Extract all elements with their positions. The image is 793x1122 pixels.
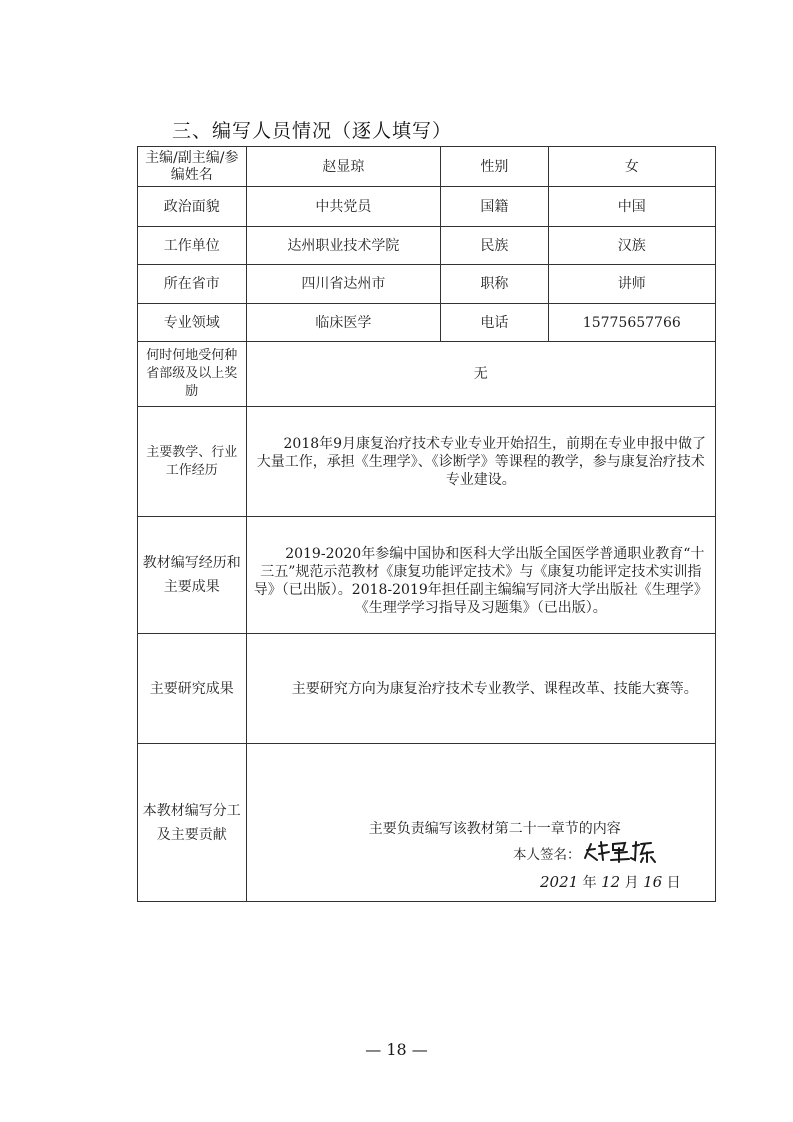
politics-label: 政治面貌 [138,187,247,227]
location-value: 四川省达州市 [246,265,441,304]
date-year-char: 年 [582,875,597,891]
awards-label: 何时何地受何种省部级及以上奖励 [138,342,247,407]
textbook-label: 教材编写经历和主要成果 [138,517,247,634]
handwritten-signature [581,838,659,864]
signature-line [513,843,581,863]
title-value: 讲师 [548,265,715,304]
field-value: 临床医学 [246,304,441,342]
signature-label: 本人签名： [513,847,581,863]
teaching-value: 2018年9月康复治疗技术专业专业开始招生，前期在专业申报中做了大量工作，承担《生理学》、《诊断学》等课程的教学，参与康复治疗技术专业建设。 [246,407,715,517]
research-value: 主要研究方向为康复治疗技术专业教学、课程改革、技能大赛等。 [246,634,715,744]
date-month-char: 月 [624,875,639,891]
employer-label: 工作单位 [138,227,247,265]
page-number: — 18 — [365,1040,428,1059]
author-info-table [137,146,716,902]
date-year: 2021 [540,873,579,891]
ethnicity-label: 民族 [441,227,548,265]
research-label: 主要研究成果 [138,634,247,744]
gender-label: 性别 [441,147,548,187]
name-label: 主编/副主编/参编姓名 [138,147,247,187]
gender-value: 女 [548,147,715,187]
field-label: 专业领域 [138,304,247,342]
teaching-label: 主要教学、行业工作经历 [138,407,247,517]
employer-value: 达州职业技术学院 [246,227,441,265]
title-label: 职称 [441,265,548,304]
ethnicity-value: 汉族 [548,227,715,265]
date-month: 12 [601,873,621,891]
name-value: 赵显琼 [246,147,441,187]
nationality-label: 国籍 [441,187,548,227]
textbook-value: 2019-2020年参编中国协和医科大学出版全国医学普通职业教育“十三五”规范示范教材《康复功能评定技术》与《康复功能评定技术实训指导》（已出版）。2018-2019年担任副主编编写同济大学出版社《生理学》《生理学学习指导及习题集》（已出版）。 [246,517,715,634]
phone-label: 电话 [441,304,548,342]
location-label: 所在省市 [138,265,247,304]
nationality-value: 中国 [548,187,715,227]
division-label: 本教材编写分工及主要贡献 [138,744,247,902]
date-day: 16 [643,873,663,891]
date-day-char: 日 [666,875,681,891]
signature-date [540,872,681,898]
division-value: 主要负责编写该教材第二十一章节的内容 [246,744,715,902]
politics-value: 中共党员 [246,187,441,227]
awards-value: 无 [246,342,715,407]
section-title: 三、编写人员情况（逐人填写） [172,120,453,142]
phone-value: 15775657766 [548,304,715,342]
